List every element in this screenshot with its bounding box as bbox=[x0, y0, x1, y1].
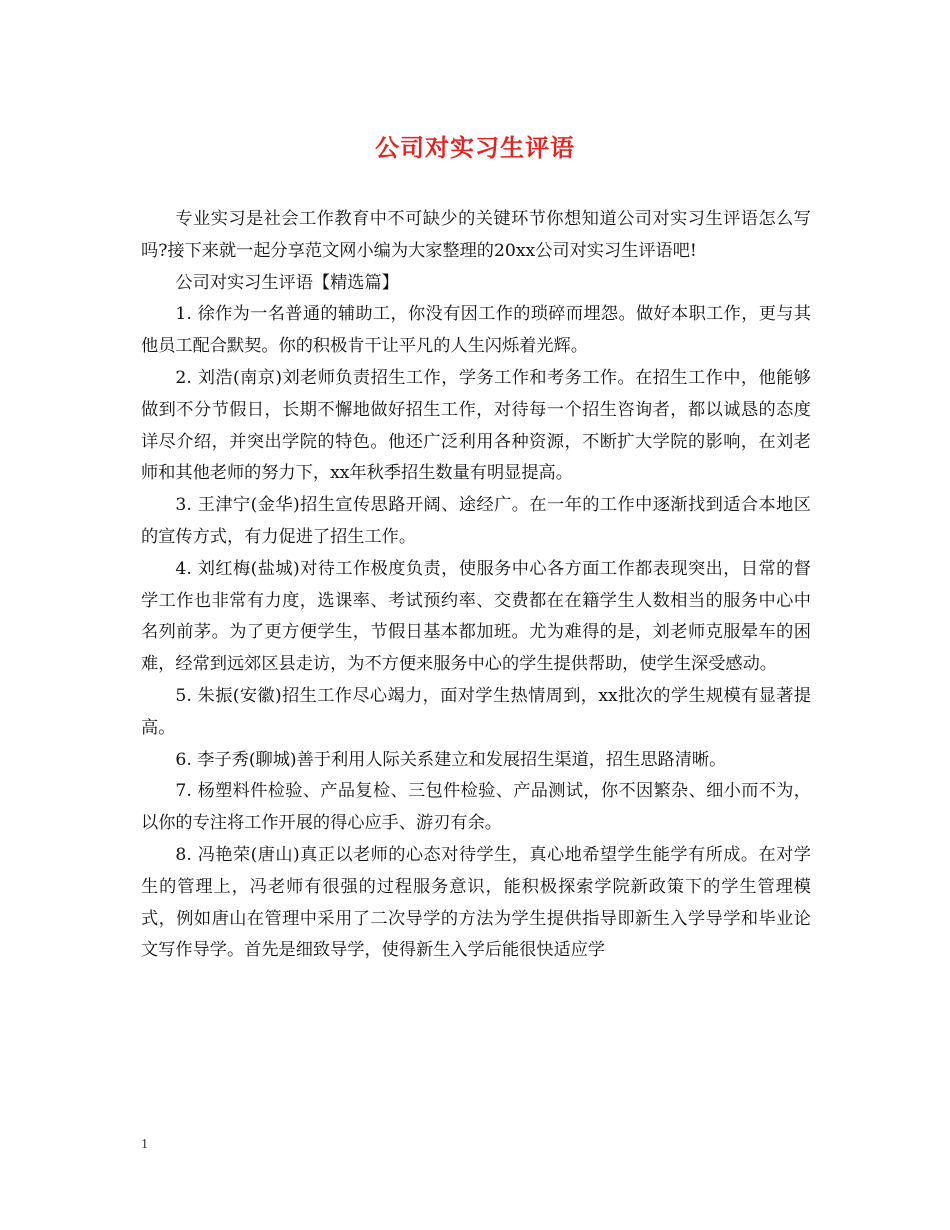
document-title: 公司对实习生评语 bbox=[375, 133, 575, 162]
comment-paragraph-8: 8. 冯艳荣(唐山)真正以老师的心态对待学生，真心地希望学生能学有所成。在对学生的管理上，冯老师有很强的过程服务意识，能积极探索学院新政策下的学生管理模式，例如唐山在管理中采用了二次导学的方法为学生提供指导即新生入学导学和毕业论文写作导学。首先是细致导学，使得新生入学后能很快适应学 bbox=[141, 844, 811, 961]
comment-paragraph-5: 5. 朱振(安徽)招生工作尽心竭力，面对学生热情周到，xx批次的学生规模有显著提高。 bbox=[141, 685, 811, 738]
comment-paragraph-7: 7. 杨塑料件检验、产品复检、三包件检验、产品测试，你不因繁杂、细小而不为，以你的专注将工作开展的得心应手、游刃有余。 bbox=[141, 781, 811, 834]
comment-paragraph-1: 1. 徐作为一名普通的辅助工，你没有因工作的琐碎而埋怨。做好本职工作，更与其他员工配合默契。你的积极肯干让平凡的人生闪烁着光辉。 bbox=[141, 304, 811, 357]
comment-paragraph-4: 4. 刘红梅(盐城)对待工作极度负责，使服务中心各方面工作都表现突出，日常的督学工作也非常有力度，选课率、考试预约率、交费都在在籍学生人数相当的服务中心中名列前茅。为了更方便学生，节假日基本都加班。尤为难得的是，刘老师克服晕车的困难，经常到远郊区县走访，为不方便来服务中心的学生提供帮助，使学生深受感动。 bbox=[141, 558, 811, 675]
page-number: 1 bbox=[141, 1137, 148, 1152]
comment-paragraph-3: 3. 王津宁(金华)招生宣传思路开阔、途经广。在一年的工作中逐渐找到适合本地区的宣传方式，有力促进了招生工作。 bbox=[141, 495, 811, 547]
comment-paragraph-2: 2. 刘浩(南京)刘老师负责招生工作，学务工作和考务工作。在招生工作中，他能够做到不分节假日，长期不懈地做好招生工作，对待每一个招生咨询者，都以诚恳的态度详尽介绍，并突出学院的特色。他还广泛利用各种资源，不断扩大学院的影响，在刘老师和其他老师的努力下，xx年秋季招生数量有明显提高。 bbox=[141, 367, 811, 484]
comment-paragraph-6: 6. 李子秀(聊城)善于利用人际关系建立和发展招生渠道，招生思路清晰。 bbox=[175, 749, 727, 770]
intro-paragraph: 专业实习是社会工作教育中不可缺少的关键环节你想知道公司对实习生评语怎么写吗?接下来就一起分享范文网小编为大家整理的20xx公司对实习生评语吧! bbox=[141, 209, 811, 261]
document-body bbox=[141, 204, 811, 967]
section-heading: 公司对实习生评语【精选篇】 bbox=[175, 272, 399, 293]
